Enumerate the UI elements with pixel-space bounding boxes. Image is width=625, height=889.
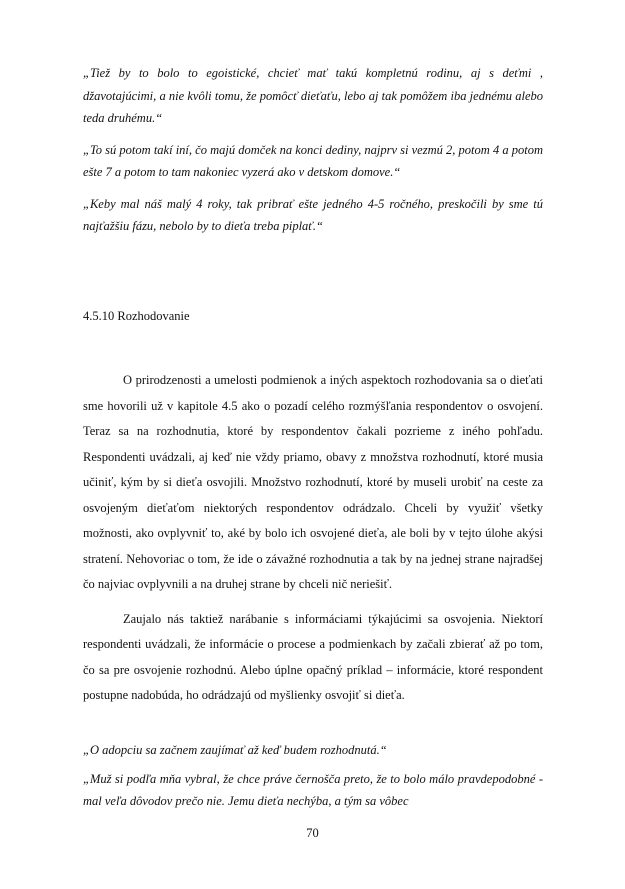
quote-egoistic: „Tiež by to bolo to egoistické, chcieť mať takú kompletnú rodinu, aj s deťmi , džavotajúcimi, a nie kvôli tomu, že pomôcť dieťaťu, lebo aj tak pomôžem iba jednému alebo teda druhému.“ bbox=[83, 66, 543, 125]
section-heading: 4.5.10 Rozhodovanie bbox=[83, 309, 190, 323]
section-heading-block bbox=[83, 309, 543, 324]
paragraph-decision: O prirodzenosti a umelosti podmienok a iných aspektoch rozhodovania sa o dieťati sme hovorili už v kapitole 4.5 ako o pozadí celého rozmýšľania respondentov o osvojení. Teraz sa na rozhodnutia, ktoré by respondentov čakali pozrieme z iného pohľadu. Respondenti uvádzali, aj keď nie vždy priamo, obavy z množstva rozhodnutí, ktoré musia učiniť, kým by si dieťa osvojili. Množstvo rozhodnutí, ktoré by museli urobiť na ceste za osvojeným dieťaťom niektorých respondentov odrádzalo. Chceli by využiť všetky možnosti, ako ovplyvniť to, aké by bolo ich osvojené dieťa, ale boli by v tejto úlohe akýsi stratení. Nehovoriac o tom, že ide o závažné rozhodnutia a tak by na jednej strane najradšej čo najviac ovplyvnili a na druhej strane by chceli nič neriešiť. bbox=[83, 373, 543, 591]
quote-husband-choice: „Muž si podľa mňa vybral, že chce práve černošča preto, že to bolo málo pravdepodobné - mal veľa dôvodov prečo nie. Jemu dieťa nechýba, a tým sa vôbec bbox=[83, 771, 543, 808]
quotes-top bbox=[83, 62, 543, 238]
quote-village: „To sú potom takí iní, čo majú domček na konci dediny, najprv si vezmú 2, potom 4 a potom ešte 7 a potom to tam nakoniec vyzerá ako v detskom domove.“ bbox=[83, 142, 543, 179]
body-text bbox=[83, 368, 543, 709]
quote-age: „Keby mal náš malý 4 roky, tak pribrať ešte jedného 4-5 ročného, preskočili by sme tú najťažšiu fázu, nebolo by to dieťa treba piplať.“ bbox=[83, 196, 543, 233]
quotes-bottom bbox=[83, 739, 543, 813]
paragraph-information: Zaujalo nás taktiež narábanie s informáciami týkajúcimi sa osvojenia. Niektorí respondenti uvádzali, že informácie o procese a podmienkach by začali zbierať až po tom, čo sa pre osvojenie rozhodnú. Alebo úplne opačný príklad – informácie, ktoré respondent postupne nadobúda, ho odrádzajú od myšlienky osvojiť si dieťa. bbox=[83, 611, 543, 702]
page-number: 70 bbox=[306, 826, 319, 840]
quote-adoption-interest: „O adopciu sa začnem zaujímať až keď budem rozhodnutá.“ bbox=[83, 743, 387, 757]
